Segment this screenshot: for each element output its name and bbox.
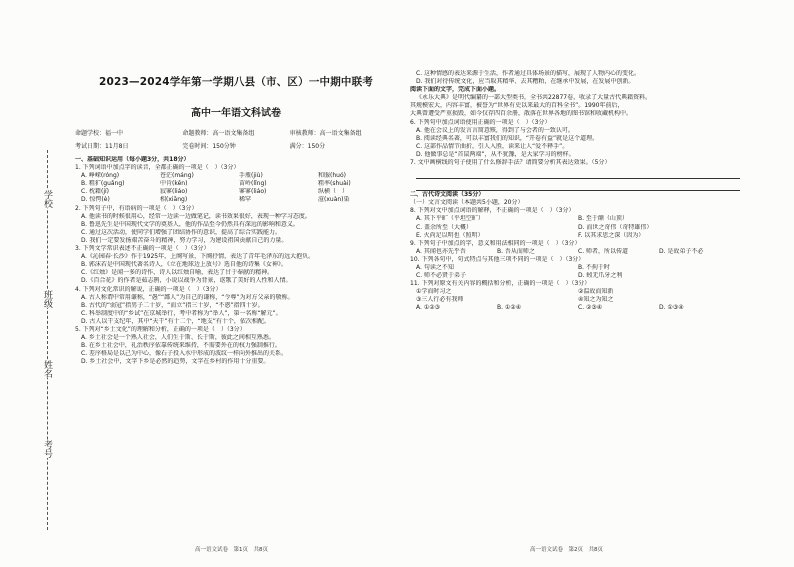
- question-line: 其规模宏大，内容丰富，被誉为“世界有史以来最大的百科全书”。1990年前后，: [410, 102, 624, 110]
- question-line: A.《沁园春·长沙》作于1925年，上阕写景，下阕抒情，表达了青年毛泽东的远大抱负。: [81, 253, 315, 261]
- date-value: 11月8日: [105, 143, 129, 150]
- option-text: 中肯(kěn): [160, 180, 188, 188]
- option-row: [75, 196, 397, 204]
- option-text: 粗率(shuài): [318, 180, 351, 188]
- question-line: C. 这部作品情节曲折，引人入胜，读来让人“爱不释手”。: [416, 142, 569, 150]
- teacher-label: 命题教师：: [182, 130, 213, 137]
- question-line: D. 他做事总是“首鼠两端”，从不犹豫，是大家学习的榜样。: [416, 150, 575, 158]
- question-line: 4. 下列对文化常识的解说，正确的一项是（ ）（3分）: [75, 285, 222, 293]
- question-line: 大典曾遭受严重损毁，如今仅存四百余册，散落在世界各地的图书馆和收藏机构中。: [410, 110, 633, 118]
- option-row: [75, 172, 397, 180]
- page-right: [410, 66, 740, 536]
- option-text: 寥寥(liáo): [239, 188, 267, 196]
- option-text: 纵横（ ）: [318, 188, 349, 196]
- option-text: D. 惊愕(è): [81, 196, 110, 204]
- question-line: 11. 下列对原文有关内容的概括和分析，正确的一项是（ ）（3分）: [410, 280, 591, 288]
- answer-line[interactable]: [416, 181, 740, 191]
- option-text: D. 蚓无爪牙之利: [578, 272, 623, 280]
- section-heading: 阅读下面的文字，完成下面小题。: [410, 86, 501, 94]
- question-line: D. 我们对待传统文化，应当取其精华、去其糟粕，在继承中发展，在发展中创新。: [416, 78, 635, 86]
- option-row: [410, 232, 740, 240]
- question-line: C. 通过这次活动，使同学们增强了团结协作的意识，提高了综合实践能力。: [81, 228, 282, 236]
- binding-tag-name: 姓名: [38, 360, 56, 378]
- question-line: 6. 下列句中加点词语使用正确的一项是（ ）（3分）: [410, 118, 551, 126]
- question-line: B. 郭沫若是中国现代著名诗人，《立在地球边上放号》选自他的诗集《女神》。: [81, 261, 287, 269]
- option-row: [410, 304, 740, 312]
- question-line: A. 他在会议上的发言言简意赅，得到了与会者的一致认可。: [416, 126, 574, 134]
- option-text: B. 至于颠（山顶）: [578, 215, 628, 223]
- option-text: ④知之为知之: [578, 296, 614, 304]
- score-value: 分：150分: [295, 143, 326, 150]
- option-text: A. 峥嵘(róng): [81, 172, 120, 180]
- question-line: D. 我们一定要发扬艰苦奋斗的精神，努力学习，为建设祖国贡献自己的力量。: [81, 236, 288, 244]
- option-text: E. 火尚足以明也（照明）: [416, 231, 484, 239]
- option-text: 渲(xuàn)染: [318, 196, 350, 204]
- question-line: 10. 下列各句中，句式特点与其他三项不同的一项是（ ）（3分）: [410, 255, 585, 263]
- binding-tag-class: 班级: [38, 290, 56, 308]
- binding-tag-number: 考号: [38, 440, 56, 458]
- question-line: 8. 下列对文中加点词语的解释，不正确的一项是（ ）（3分）: [410, 207, 575, 215]
- question-line: B. 阅读经典名著，可以丰富我们的知识，“开卷有益”就是这个道理。: [416, 134, 599, 142]
- option-text: C. 盖余所至（大概）: [416, 223, 473, 231]
- duration-value: 150分钟: [212, 143, 236, 150]
- question-line: A. 古人称谓中常用谦称，“愚”“鄙人”为自己的谦称，“令尊”为对方父亲的敬称。: [81, 293, 294, 301]
- binding-tag-school: 学校: [38, 190, 56, 208]
- question-line: 9. 下列句子中加点的字，意义和用法相同的一项是（ ）（3分）: [410, 239, 581, 247]
- question-line: 2. 下列句子中，有语病的一项是（ ）（3分）: [75, 204, 198, 212]
- option-text: 和服(huó): [318, 172, 346, 180]
- option-text: B. 不拘于时: [578, 263, 610, 271]
- duration-label: 完卷时间：: [182, 143, 213, 150]
- question-line: D. 乡土社会中，文字下乡是必然的趋势，文字在乡村的作用十分重要。: [81, 358, 270, 366]
- option-row: [410, 224, 740, 232]
- footer-right: 高一语文试卷 第2页 共8页: [530, 547, 603, 553]
- question-line: （一）文言文阅读（本题共5小题，20分）: [410, 199, 524, 207]
- question-line: B. 鲁迅先生是中国现代文学的奠基人，他的作品至今仍然具有深远的影响和意义。: [81, 220, 299, 228]
- option-text: 手瓶(jiù): [239, 172, 263, 180]
- date-label: 考试日期：: [75, 143, 106, 150]
- option-text: B. ①②④: [497, 304, 522, 312]
- question-line: 1. 下列词语中加点字的读音，全都正确的一项是（ ）（3分）: [75, 164, 240, 172]
- question-line: C. 科举制度中的“乡试”在京城举行，考中者称为“举人”，第一名称“解元”。: [81, 309, 282, 317]
- option-row: [410, 264, 740, 272]
- question-line: B. 古代的“弱冠”指男子二十岁，“而立”指三十岁，“不惑”指四十岁。: [81, 301, 264, 309]
- option-row: [75, 188, 397, 196]
- question-line: D.《百合花》的作者是茹志鹃，小说以战争为背景，讴歌了美好的人性和人情。: [81, 277, 292, 285]
- question-line: C. 这种情感的表达来源于生活，作者通过具体场景的描写，展现了人物内心的变化。: [416, 70, 641, 77]
- question-line: B. 在乡土社会中，礼治秩序依靠传统来维持，不需要外在的权力强制推行。: [81, 342, 281, 350]
- question-line: D. 古人以干支纪年，其中“天干”有十二个，“地支”有十个，依次相配。: [81, 317, 270, 325]
- option-text: A. 其闻也亦先乎吾: [416, 247, 466, 255]
- score-label: 满: [289, 143, 296, 150]
- question-line: 7. 文中画横线的句子使用了什么修辞手法？请简要分析其表达效果。（5分）: [410, 159, 611, 167]
- option-text: 稀罕: [239, 196, 252, 204]
- answer-line[interactable]: [416, 169, 740, 179]
- option-text: 寂寥(liáo): [160, 188, 188, 196]
- page-left: [75, 66, 397, 536]
- option-text: C. 师者，所以传道: [578, 247, 629, 255]
- option-text: 苗岭(lǐng): [239, 180, 267, 188]
- option-text: B. 吾从而师之: [497, 247, 535, 255]
- option-text: 苍茫(máng): [160, 172, 194, 180]
- option-row: [410, 288, 740, 296]
- option-text: A. ①②③: [416, 304, 440, 312]
- school-value: 福一中: [105, 130, 124, 137]
- option-text: ②温故而知新: [578, 288, 614, 296]
- option-row: [410, 296, 740, 304]
- question-line: C. 差序格局是以己为中心，像石子投入水中形成的波纹一样向外推出的关系。: [81, 350, 288, 358]
- exam-subtitle: 高中一年语文科试卷: [191, 108, 281, 119]
- option-text: F. 以其求思之深（因为）: [578, 231, 645, 239]
- option-row: [410, 215, 740, 223]
- reviewer-label: 审核教师：: [289, 130, 320, 137]
- option-text: A. 其下平旷（平坦空旷）: [416, 215, 484, 223]
- option-text: ③三人行必有我师: [416, 296, 464, 304]
- option-text: C. ②③④: [578, 304, 603, 312]
- option-row: [75, 180, 397, 188]
- option-row: [410, 248, 740, 256]
- option-row: [410, 272, 740, 280]
- question-line: A. 他读书的时候很用心，经常一边读一边做笔记，读书效果很好，表现一种学习态度。: [81, 212, 311, 220]
- section-heading: 一、基础知识运用（每小题3分，共18分）: [75, 156, 190, 163]
- reviewer-value: 高一语文集备组: [319, 130, 362, 137]
- exam-title: 2023—2024学年第一学期八县（市、区）一中期中联考: [98, 76, 374, 88]
- question-line: 5. 下列对“乡土文化”的理解和分析，正确的一项是（ ）（3分）: [75, 325, 246, 333]
- option-text: 相(xiāng): [160, 196, 188, 204]
- option-text: D. 是故弟子不必: [659, 247, 704, 255]
- question-line: 《永乐大典》是明代编纂的一部大型类书，全书共22877卷，收录了大量古代典籍资料。: [416, 94, 652, 102]
- teacher-value: 高一语文集备组: [212, 130, 255, 137]
- section-heading: 二、古代诗文阅读（35分）: [410, 191, 485, 199]
- question-line: A. 乡土社会是一个熟人社会，人们生于斯、长于斯，彼此之间相互熟悉。: [81, 334, 275, 342]
- option-text: A. 句读之不知: [416, 263, 454, 271]
- left-questions: [75, 156, 397, 366]
- exam-info: [75, 126, 397, 152]
- right-questions: [410, 70, 740, 313]
- binding-strip: [30, 150, 66, 530]
- option-text: B. 粗犷(guǎng): [81, 180, 125, 188]
- option-text: ①学而时习之: [416, 288, 452, 296]
- option-text: C. 师不必贤于弟子: [416, 272, 467, 280]
- option-text: D. ①③④: [659, 304, 684, 312]
- option-text: C. 枕藉(jí): [81, 188, 110, 196]
- question-line: C.《红烛》是闻一多的诗作，诗人以红烛自喻，表达了甘于奉献的精神。: [81, 269, 274, 277]
- option-text: D. 而世之奇伟（奇特雄伟）: [578, 223, 653, 231]
- question-line: 3. 下列文学常识表述不正确的一项是（ ）（3分）: [75, 245, 210, 253]
- school-label: 命题学校：: [75, 130, 106, 137]
- footer-left: 高一语文试卷 第1页 共8页: [195, 547, 268, 553]
